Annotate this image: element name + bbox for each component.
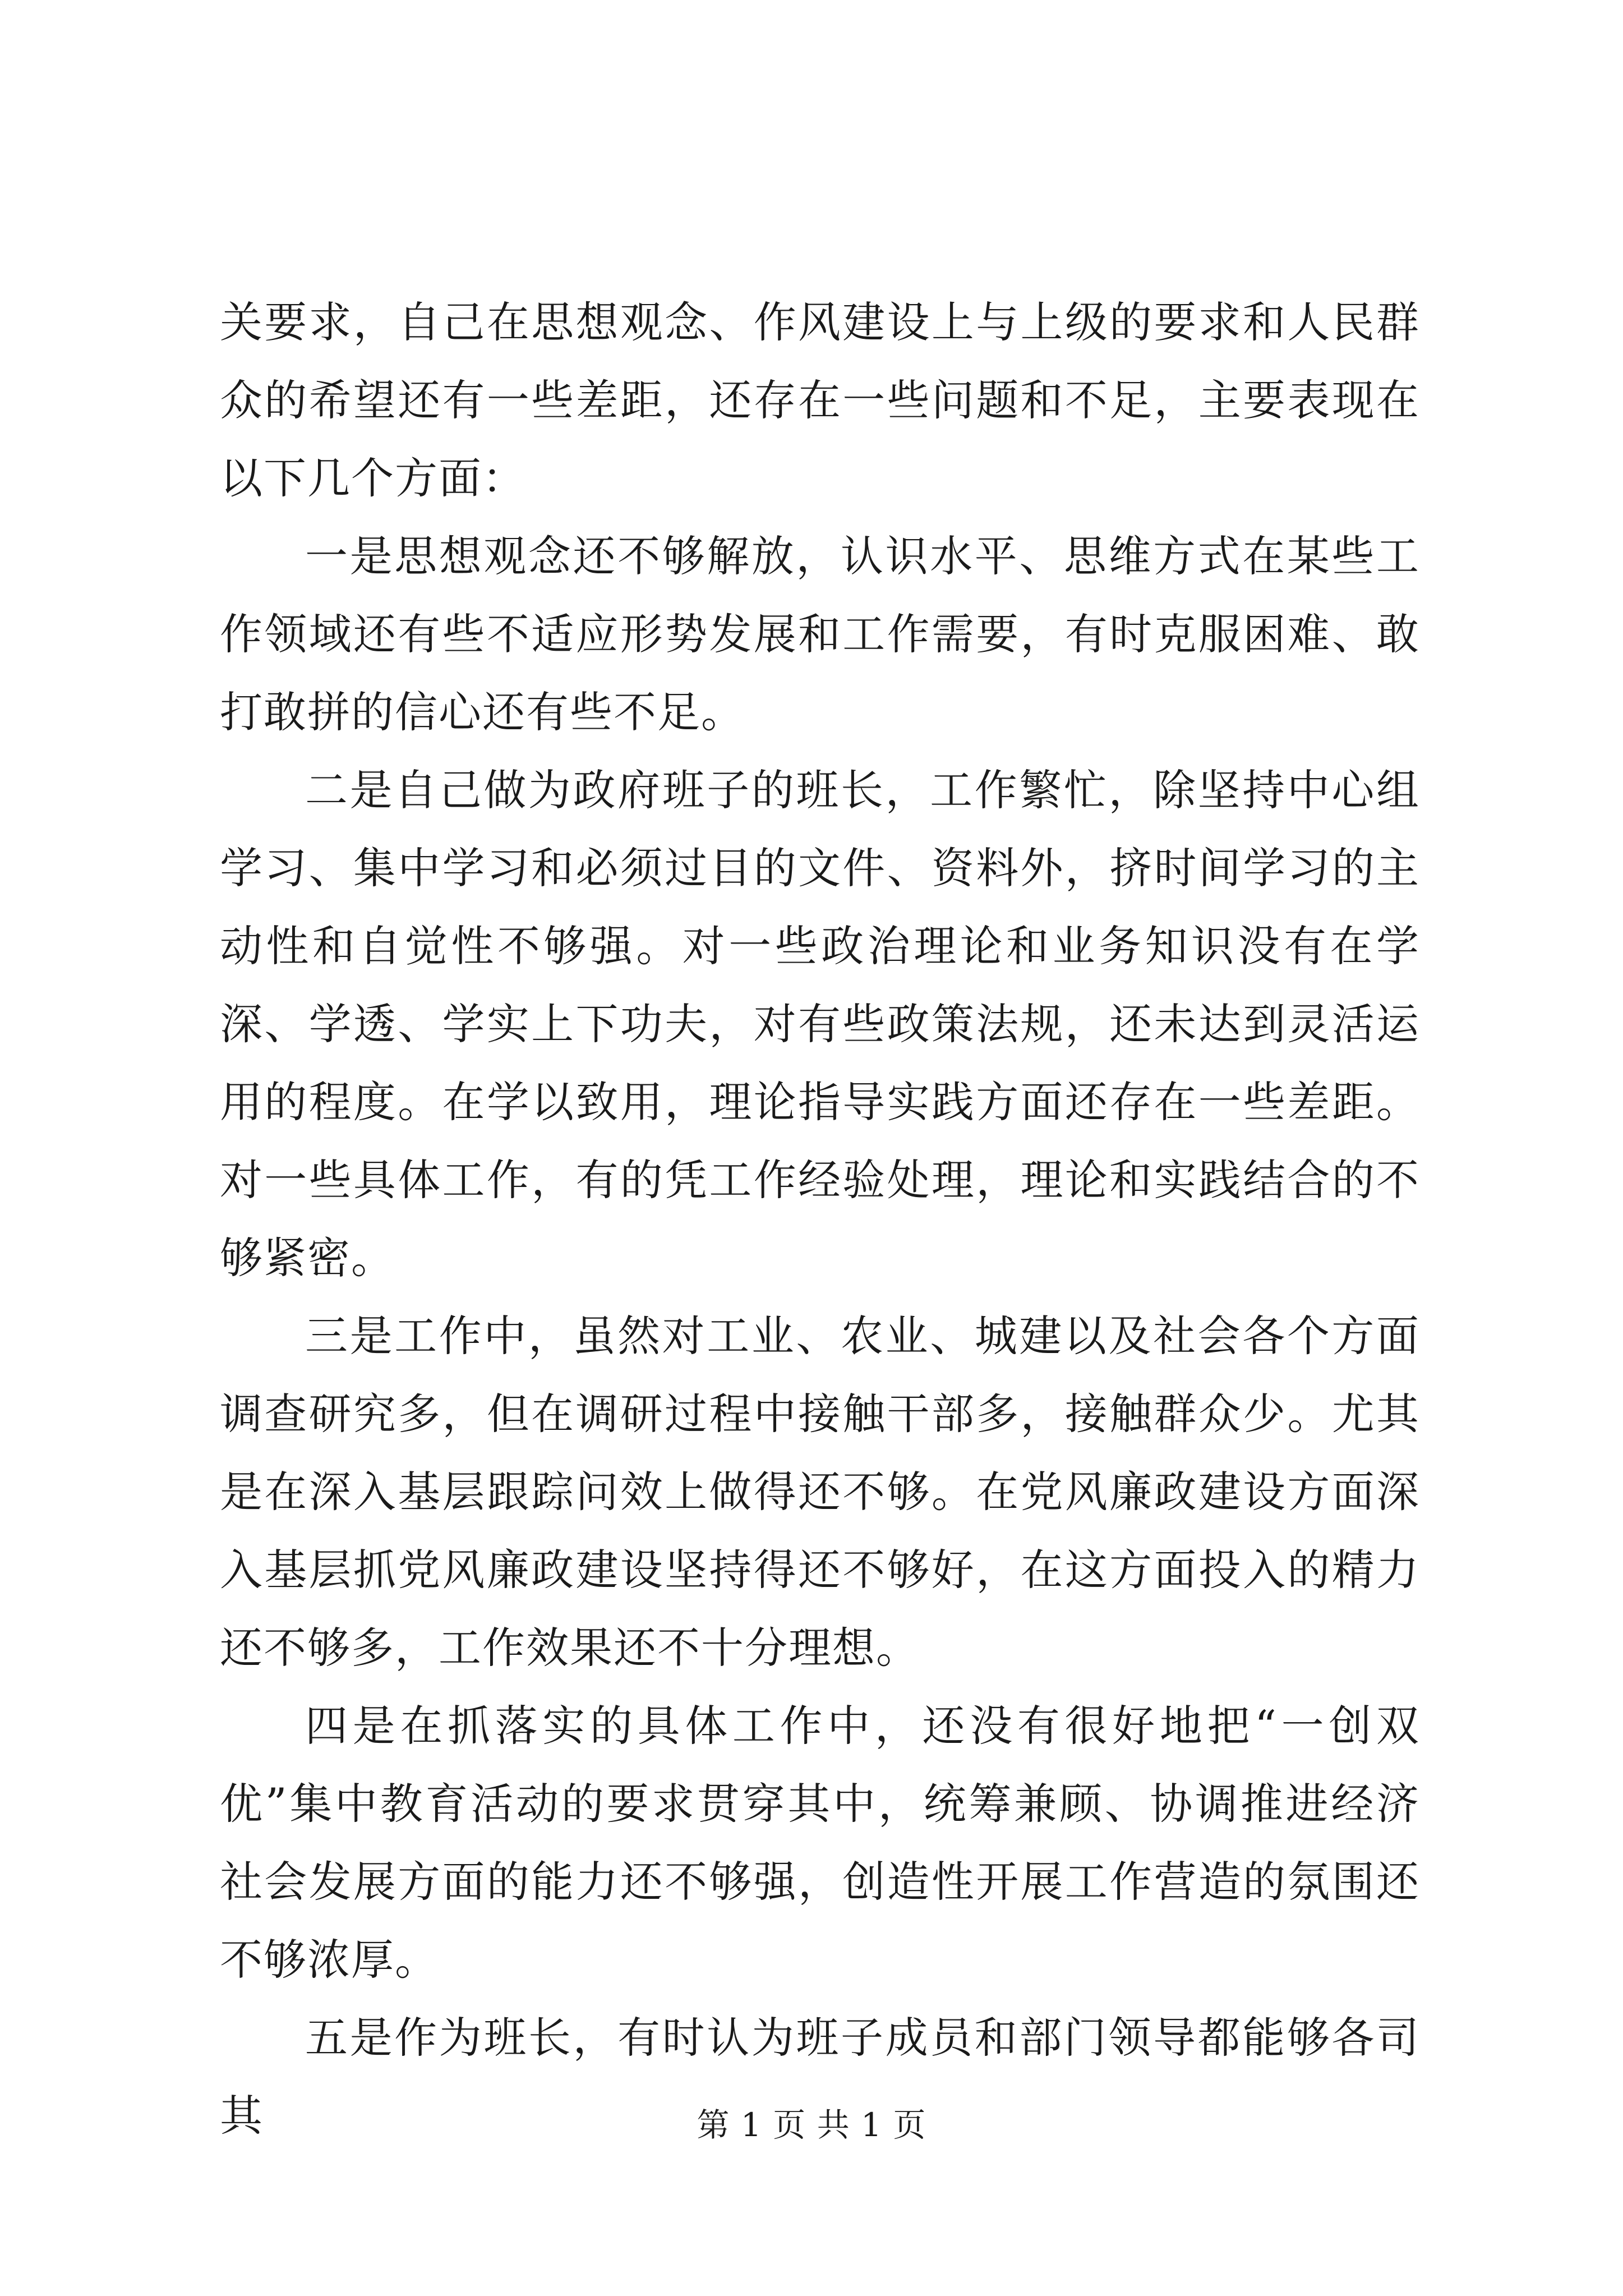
page-number-label: 第 1 页 共 1 页 (697, 2106, 926, 2144)
paragraph-1: 关要求，自己在思想观念、作风建设上与上级的要求和人民群众的希望还有一些差距，还存在一些问题和不足，主要表现在以下几个方面： (220, 297, 1420, 503)
paragraph-5: 四是在抓落实的具体工作中，还没有很好地把“一创双优”集中教育活动的要求贯穿其中，统筹兼顾、协调推进经济社会发展方面的能力还不够强，创造性开展工作营造的氛围还不够浓厚。 (220, 1701, 1420, 1985)
paragraph-4: 三是工作中，虽然对工业、农业、城建以及社会各个方面调查研究多，但在调研过程中接触干部多，接触群众少。尤其是在深入基层跟踪问效上做得还不够。在党风廉政建设方面深入基层抓党风廉政建设坚持得还不够好，在这方面投入的精力还不够多，工作效果还不十分理想。 (220, 1311, 1420, 1673)
page-footer (0, 2102, 1623, 2147)
paragraph-6: 五是作为班长，有时认为班子成员和部门领导都能够各司其 (220, 2013, 1420, 2141)
paragraph-2: 一是思想观念还不够解放，认识水平、思维方式在某些工作领域还有些不适应形势发展和工作需要，有时克服困难、敢打敢拼的信心还有些不足。 (220, 531, 1420, 737)
document-body (220, 283, 1420, 2155)
paragraph-3: 二是自己做为政府班子的班长，工作繁忙，除坚持中心组学习、集中学习和必须过目的文件、资料外，挤时间学习的主动性和自觉性不够强。对一些政治理论和业务知识没有在学深、学透、学实上下功夫，对有些政策法规，还未达到灵活运用的程度。在学以致用，理论指导实践方面还存在一些差距。对一些具体工作，有的凭工作经验处理，理论和实践结合的不够紧密。 (220, 765, 1420, 1283)
